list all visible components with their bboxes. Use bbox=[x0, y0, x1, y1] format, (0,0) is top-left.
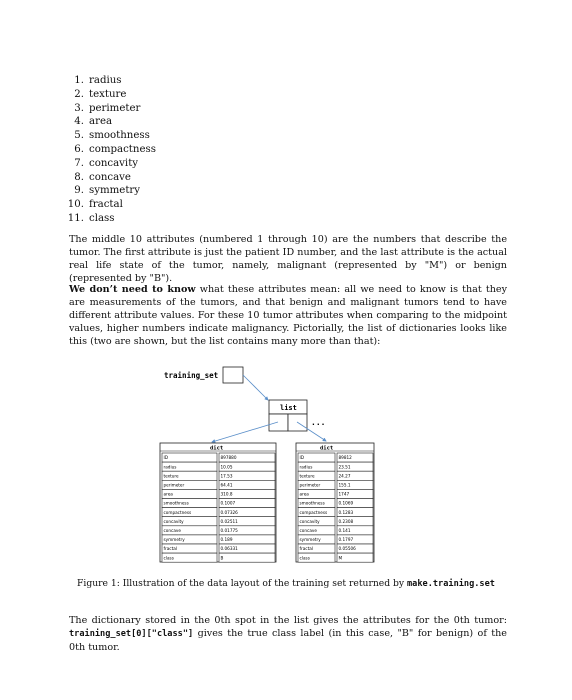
list-label: list bbox=[280, 404, 297, 412]
attribute-list bbox=[62, 74, 156, 226]
dict0-value-radius: 10.05 bbox=[220, 464, 233, 470]
dict1-key-compactness: compactness bbox=[299, 509, 328, 515]
attribute-item: 1. radius bbox=[74, 75, 122, 86]
dict1-value-perimeter: 155.1 bbox=[338, 482, 351, 488]
dict0-value-fractal: 0.06331 bbox=[220, 546, 238, 552]
dict0-key-ID: ID bbox=[163, 455, 168, 461]
dict1-key-texture: texture bbox=[299, 473, 315, 479]
training-set-arrow bbox=[243, 375, 268, 400]
dict1-key-area: area bbox=[299, 491, 309, 497]
dict0-key-smoothness: smoothness bbox=[163, 500, 189, 506]
paragraph-dont-need-to-know: We don’t need to know what these attributes mean: all we need to know is that they are measurements of the tumors, and that benign and malignant tumors tend to have different attribute values. For these 10 tumor attributes when comparing to the midpoint values, higher numbers indicate malignancy. Pictorially, the list of dictionaries looks like this (two are shown, but the list contains many more than that): bbox=[69, 284, 508, 347]
dict1-key-concave: concave bbox=[299, 528, 317, 533]
dict0-value-concave: 0.01775 bbox=[220, 528, 238, 533]
list-cell-0 bbox=[269, 414, 288, 431]
dict0-key-concave: concave bbox=[163, 528, 181, 533]
dict0-value-smoothness: 0.1007 bbox=[220, 500, 236, 506]
dict1-value-texture: 24.27 bbox=[338, 473, 351, 479]
dict0-key-texture: texture bbox=[163, 473, 179, 479]
dict1-value-symmetry: 0.1797 bbox=[338, 537, 354, 543]
attribute-item: 10. fractal bbox=[67, 199, 123, 211]
dict1-key-ID: ID bbox=[299, 455, 304, 461]
figure-caption: Figure 1: Illustration of the data layout of the training set returned by make.training.set bbox=[77, 578, 495, 589]
dict0-value-perimeter: 64.41 bbox=[220, 482, 233, 488]
attribute-item: 3. perimeter bbox=[74, 102, 141, 114]
paragraph-attributes-description: The middle 10 attributes (numbered 1 through 10) are the numbers that describe the tumor. The first attribute is just the patient ID number, and the last attribute is the actual real life state of the tumor, namely, malignant (represented by "M") or benign (represented by "B"). bbox=[69, 234, 507, 284]
attribute-item: 9. symmetry bbox=[74, 185, 141, 197]
dict0-value-class: B bbox=[220, 555, 224, 561]
dict0-value-texture: 17.53 bbox=[220, 473, 233, 479]
dict0-key-class: class bbox=[163, 555, 174, 561]
dict0-key-radius: radius bbox=[163, 464, 177, 470]
dict0-key-area: area bbox=[163, 491, 173, 497]
dict1-value-fractal: 0.05506 bbox=[338, 546, 356, 552]
attribute-item: 7. concavity bbox=[74, 157, 139, 169]
dict1-value-class: M bbox=[338, 555, 343, 561]
list-ellipsis: ... bbox=[311, 418, 326, 427]
attribute-item: 8. concave bbox=[74, 171, 131, 183]
dict1-value-ID: 89812 bbox=[338, 455, 352, 461]
dict0-value-symmetry: 0.189 bbox=[220, 537, 233, 543]
dict1-key-smoothness: smoothness bbox=[299, 500, 325, 506]
dict1-value-radius: 23.51 bbox=[338, 464, 351, 470]
data-layout-diagram bbox=[150, 362, 380, 564]
dict0-value-compactness: 0.07326 bbox=[220, 509, 238, 515]
dict-label-0: dict bbox=[210, 445, 224, 452]
dict0-key-fractal: fractal bbox=[163, 546, 177, 552]
training-set-box bbox=[223, 367, 243, 383]
dict1-value-smoothness: 0.1069 bbox=[338, 500, 354, 506]
dict1-value-compactness: 0.1283 bbox=[338, 509, 354, 515]
dict1-key-concavity: concavity bbox=[299, 518, 320, 524]
dict0-value-concavity: 0.02511 bbox=[220, 518, 238, 524]
dict0-value-cell bbox=[219, 553, 275, 562]
dict0-key-symmetry: symmetry bbox=[163, 537, 185, 543]
dict1-key-perimeter: perimeter bbox=[299, 482, 321, 488]
paragraph-zeroth-tumor: The dictionary stored in the 0th spot in the list gives the attributes for the 0th tumor: training_set[0]["class"] gives the true class label (in this case, "B" for benign) of the 0th tumor. bbox=[69, 615, 507, 653]
attribute-item: 5. smoothness bbox=[74, 130, 150, 142]
dict1-value-area: 1747 bbox=[338, 491, 350, 497]
dict0-key-concavity: concavity bbox=[163, 518, 184, 524]
dict1-key-radius: radius bbox=[299, 464, 313, 470]
attribute-item: 2. texture bbox=[74, 88, 127, 100]
dict1-key-class: class bbox=[299, 555, 310, 561]
dict1-key-fractal: fractal bbox=[299, 546, 313, 552]
dict0-value-area: 310.8 bbox=[220, 491, 233, 497]
dict1-value-concavity: 0.2308 bbox=[338, 518, 354, 524]
attribute-item: 4. area bbox=[74, 116, 113, 128]
dict0-key-compactness: compactness bbox=[163, 509, 192, 515]
list-arrow-0 bbox=[212, 422, 278, 442]
dict0-key-perimeter: perimeter bbox=[163, 482, 185, 488]
training-set-label: training_set bbox=[164, 371, 219, 380]
attribute-item: 6. compactness bbox=[74, 143, 156, 155]
dict1-key-symmetry: symmetry bbox=[299, 537, 321, 543]
dict1-value-cell bbox=[337, 553, 373, 562]
dict0-key-cell bbox=[162, 453, 217, 462]
dict1-value-concave: 0.141 bbox=[338, 528, 351, 533]
dict0-value-ID: 897880 bbox=[220, 455, 237, 461]
attribute-item: 11. class bbox=[67, 212, 115, 224]
dict-label-1: dict bbox=[320, 445, 334, 452]
